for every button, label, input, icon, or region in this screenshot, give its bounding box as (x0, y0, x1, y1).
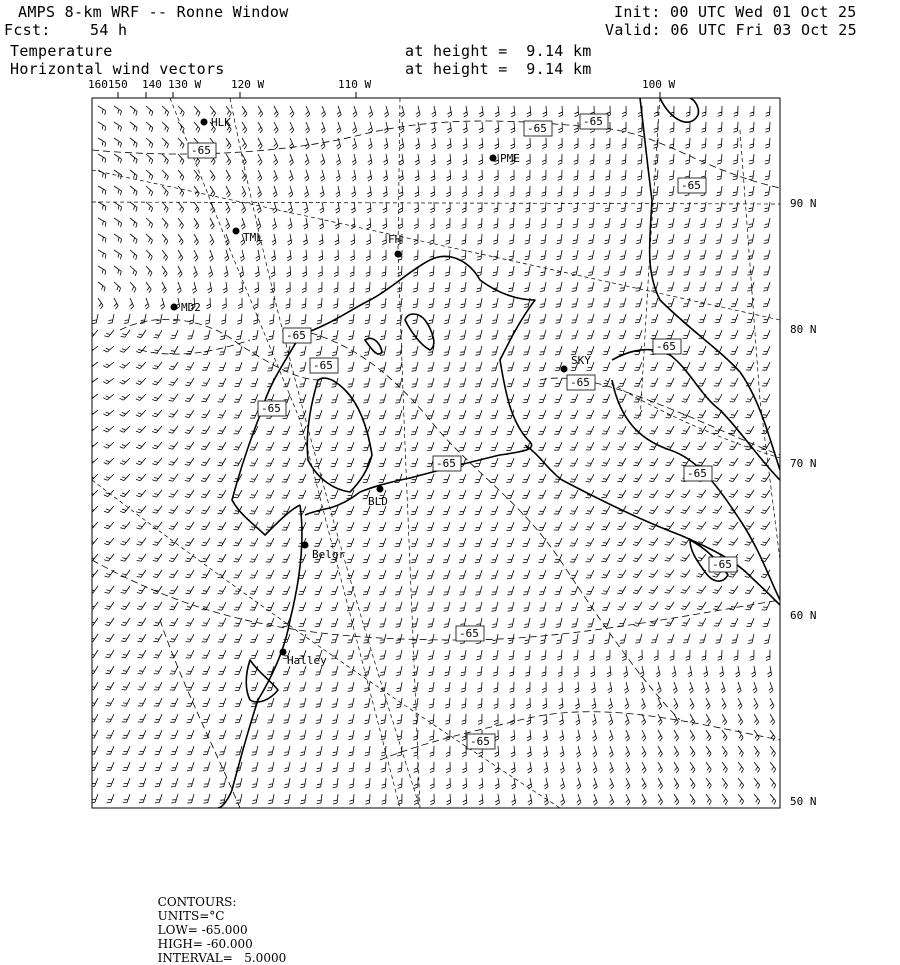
init-time: Init: 00 UTC Wed 01 Oct 25 (614, 3, 857, 21)
station-dot-hlk (201, 119, 208, 126)
coastline-island (660, 98, 698, 122)
contour-label: -65 (570, 376, 590, 389)
station-label-belgr: Belgr (312, 548, 346, 561)
lon-tick-100w: 100 W (642, 78, 676, 91)
contour-heading: CONTOURS: (157, 895, 237, 909)
berkner-island (307, 378, 372, 492)
meridian-140w (92, 480, 560, 808)
latitude-line-70n (605, 380, 780, 458)
wind-barbs (87, 106, 776, 805)
forecast-value: 54 h (90, 21, 128, 39)
station-dot-bld (377, 486, 384, 493)
lon-tick-110w: 110 W (338, 78, 372, 91)
height-label-2: at height = 9.14 km (405, 60, 592, 78)
contour-label: -65 (470, 735, 490, 748)
contour-units: UNITS=°C (157, 909, 225, 923)
lat-tick-70n: 70 N (790, 457, 817, 470)
wind-vector-field (87, 106, 776, 805)
contour-info (150, 881, 292, 965)
contour-label: -65 (261, 402, 281, 415)
lat-tick-60n: 60 N (790, 609, 817, 622)
contour-label: -65 (286, 329, 306, 342)
station-label-bld: BLD (368, 495, 388, 508)
station-dot-halley (280, 649, 287, 656)
latitude-line-80n (92, 170, 780, 320)
height-label-1: at height = 9.14 km (405, 42, 592, 60)
station-label-halley: Halley (287, 654, 327, 667)
station-dot-belgr (302, 542, 309, 549)
coastline-ice-front (525, 445, 780, 605)
station-dot-pme (490, 155, 497, 162)
lat-tick-80n: 80 N (790, 323, 817, 336)
station-label-tml: TML (243, 231, 263, 244)
valid-time: Valid: 06 UTC Fri 03 Oct 25 (605, 21, 857, 39)
lon-tick-140: 140 (142, 78, 162, 91)
station-markers (171, 116, 592, 667)
contour-label: -65 (527, 122, 547, 135)
coastline-weddell-east (612, 380, 780, 600)
field-temperature: Temperature (10, 42, 113, 60)
station-label-hlk: HLK (211, 116, 231, 129)
meridian-130w (170, 98, 400, 808)
contour-label: -65 (313, 359, 333, 372)
coastlines (218, 98, 780, 808)
contour-label: -65 (583, 115, 603, 128)
station-label-sky: SKY (571, 354, 591, 367)
top-tick-marks (118, 92, 660, 98)
contour-low: LOW= -65.000 (157, 923, 248, 937)
contour-label: -65 (687, 467, 707, 480)
contour-line (160, 620, 240, 808)
contour-label: -65 (459, 627, 479, 640)
station-dot-md2 (171, 304, 178, 311)
lon-tick-120w: 120 W (231, 78, 265, 91)
coastline-antarctic-peninsula (612, 350, 780, 480)
contour-line (92, 560, 780, 640)
station-dot-fh (395, 251, 402, 258)
lat-tick-50n: 50 N (790, 795, 817, 808)
contour-label: -65 (436, 457, 456, 470)
lon-tick-130w: 130 W (168, 78, 202, 91)
meridian-90w (740, 130, 780, 560)
contour-interval: INTERVAL= 5.0000 (157, 951, 287, 965)
lat-tick-90n: 90 N (790, 197, 817, 210)
contour-line (300, 330, 680, 720)
coastline-inlet (246, 660, 278, 702)
contour-label: -65 (712, 558, 732, 571)
station-label-pme: PME (500, 152, 520, 165)
contour-line (140, 340, 250, 354)
station-dot-sky (561, 366, 568, 373)
contour-high: HIGH= -60.000 (157, 937, 253, 951)
contour-label: -65 (656, 340, 676, 353)
coastline-west (232, 335, 300, 535)
coastline-peninsula-west (640, 98, 780, 470)
contour-label: -65 (681, 179, 701, 192)
station-dot-tml (233, 228, 240, 235)
map-title: AMPS 8-km WRF -- Ronne Window (18, 3, 289, 21)
field-wind-vectors: Horizontal wind vectors (10, 60, 225, 78)
contour-label: -65 (191, 144, 211, 157)
station-label-md2: MD2 (181, 301, 201, 314)
ice-rise (405, 314, 434, 350)
lon-tick-160-150: 160150 (88, 78, 128, 91)
station-label-fh: FH (388, 233, 402, 246)
forecast-label: Fcst: (4, 21, 51, 39)
